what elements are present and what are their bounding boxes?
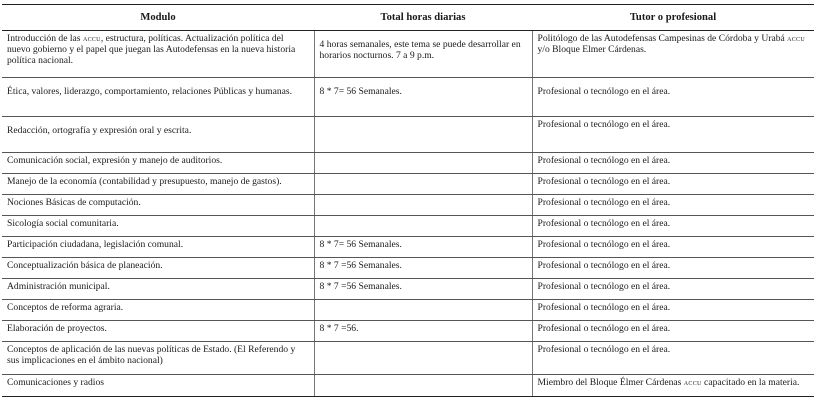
table-row: [2, 153, 814, 174]
cell-modulo: Sicología social comunitaria.: [2, 216, 314, 237]
table-row: [2, 375, 814, 397]
cell-tutor: Profesional o tecnólogo en el área.: [532, 321, 814, 342]
table-row: [2, 117, 814, 153]
table-row: [2, 258, 814, 279]
cell-horas: 8 * 7 =56 Semanales.: [314, 258, 532, 279]
cell-modulo: Introducción de las accu, estructura, políticas. Actualización política del nuevo gobierno y el papel que juegan las Autodefensas en la nueva historia política nacional.: [2, 31, 314, 78]
cell-tutor: Miembro del Bloque Élmer Cárdenas accu capacitado en la materia.: [532, 375, 814, 397]
table-row: [2, 237, 814, 258]
table-row: [2, 321, 814, 342]
table-row: [2, 342, 814, 375]
cell-tutor: Profesional o tecnólogo en el área.: [532, 153, 814, 174]
cell-horas: [314, 342, 532, 375]
cell-modulo: Administración municipal.: [2, 279, 314, 300]
cell-modulo: Comunicación social, expresión y manejo de auditorios.: [2, 153, 314, 174]
cell-modulo: Conceptos de aplicación de las nuevas políticas de Estado. (El Referendo y sus implicaciones en el ámbito nacional): [2, 342, 314, 375]
cell-modulo: Manejo de la economía (contabilidad y presupuesto, manejo de gastos).: [2, 174, 314, 195]
table-row: [2, 216, 814, 237]
table-row: [2, 300, 814, 321]
cell-horas: [314, 216, 532, 237]
cell-modulo: Participación ciudadana, legislación comunal.: [2, 237, 314, 258]
cell-horas: [314, 195, 532, 216]
table-row: [2, 195, 814, 216]
cell-modulo: Conceptos de reforma agraria.: [2, 300, 314, 321]
cell-modulo: Conceptualización básica de planeación.: [2, 258, 314, 279]
cell-modulo: Elaboración de proyectos.: [2, 321, 314, 342]
cell-horas: [314, 174, 532, 195]
cell-modulo: Ética, valores, liderazgo, comportamiento, relaciones Públicas y humanas.: [2, 78, 314, 117]
table-row: [2, 78, 814, 117]
table-header-row: [2, 5, 814, 31]
cell-modulo: Nociones Básicas de computación.: [2, 195, 314, 216]
cell-tutor: Profesional o tecnólogo en el área.: [532, 174, 814, 195]
cell-modulo: Comunicaciones y radios: [2, 375, 314, 397]
cell-tutor: Profesional o tecnólogo en el área.: [532, 279, 814, 300]
cell-tutor: Profesional o tecnólogo en el área.: [532, 300, 814, 321]
cell-horas: [314, 117, 532, 153]
cell-horas: [314, 300, 532, 321]
header-total-horas: Total horas diarias: [314, 5, 532, 31]
cell-tutor: Politólogo de las Autodefensas Campesinas de Córdoba y Urabá accu y/o Bloque Elmer Cárdenas.: [532, 31, 814, 78]
table-row: [2, 279, 814, 300]
cell-horas: [314, 153, 532, 174]
header-modulo: Modulo: [2, 5, 314, 31]
cell-tutor: Profesional o tecnólogo en el área.: [532, 117, 814, 153]
cell-tutor: Profesional o tecnólogo en el área.: [532, 237, 814, 258]
cell-horas: [314, 375, 532, 397]
cell-horas: 8 * 7= 56 Semanales.: [314, 78, 532, 117]
cell-tutor: Profesional o tecnólogo en el área.: [532, 78, 814, 117]
cell-tutor: Profesional o tecnólogo en el área.: [532, 342, 814, 375]
header-tutor: Tutor o profesional: [532, 5, 814, 31]
cell-tutor: Profesional o tecnólogo en el área.: [532, 195, 814, 216]
cell-horas: 8 * 7 =56.: [314, 321, 532, 342]
cell-horas: 8 * 7= 56 Semanales.: [314, 237, 532, 258]
cell-tutor: Profesional o tecnólogo en el área.: [532, 258, 814, 279]
modules-table: [2, 4, 814, 397]
cell-tutor: Profesional o tecnólogo en el área.: [532, 216, 814, 237]
table-row: [2, 31, 814, 78]
cell-horas: 8 * 7 =56 Semanales.: [314, 279, 532, 300]
table-row: [2, 174, 814, 195]
cell-modulo: Redacción, ortografía y expresión oral y escrita.: [2, 117, 314, 153]
cell-horas: 4 horas semanales, este tema se puede desarrollar en horarios nocturnos. 7 a 9 p.m.: [314, 31, 532, 78]
